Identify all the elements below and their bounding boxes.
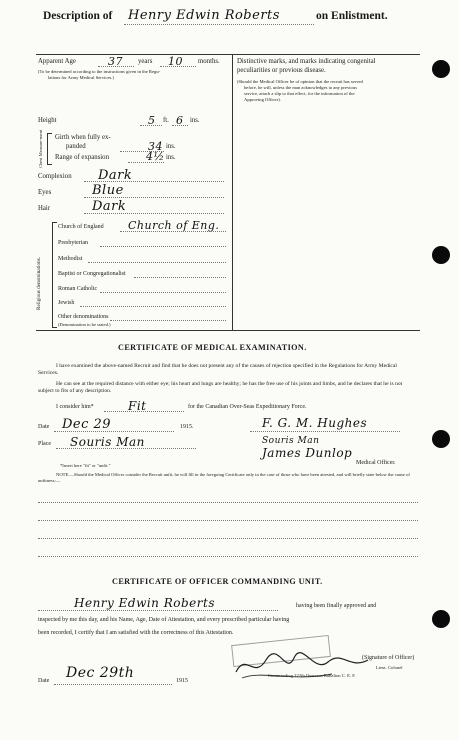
chest-range-unit: ins. <box>166 154 176 161</box>
hair-line <box>84 213 224 214</box>
form-top-rule <box>36 54 420 55</box>
distinctive-note-line2: before, he will, unless the man acknowledges to any previous <box>244 85 357 90</box>
medical-date-year: 1915. <box>180 424 194 430</box>
religion-methodist-line <box>88 262 226 263</box>
height-inches-line <box>172 125 188 126</box>
age-months-label: months. <box>198 58 220 65</box>
medical-date-value: Dec 29 <box>62 417 112 432</box>
age-note-line1: (To be determined according to the instructions given in the Regu- <box>38 69 161 74</box>
height-label: Height <box>38 117 57 124</box>
eyes-line <box>84 197 224 198</box>
eyes-label: Eyes <box>38 189 52 196</box>
religion-side-label: Religious denominations. <box>36 256 42 310</box>
age-years-line <box>98 66 134 67</box>
form-bottom-rule <box>36 330 420 331</box>
medical-para1: I have examined the above-named Recruit and find that he does not present any of the causes of rejection specified in the Regulations for Army Medical Services. <box>38 363 397 377</box>
chest-range-label: Range of expansion <box>55 154 109 161</box>
commanding-date-line <box>54 684 172 685</box>
religion-baptist-line <box>134 277 226 278</box>
medical-signature-place: Souris Man <box>262 436 320 446</box>
consider-line <box>104 411 184 412</box>
commanding-date-label: Date <box>38 678 50 684</box>
age-note-line2: lations for Army Medical Services.) <box>48 75 114 80</box>
eyes-value: Blue <box>92 183 124 198</box>
hair-value: Dark <box>92 199 127 214</box>
age-label: Apparent Age <box>38 58 76 65</box>
medical-para2: He can see at the required distance with either eye; his heart and lungs are healthy; he has the free use of his joints and limbs, and he declares that he is not subject to fits of any description. <box>38 381 403 395</box>
commanding-date-value: Dec 29th <box>66 665 135 681</box>
religion-church-of-england: Church of England <box>58 224 104 230</box>
commanding-name-value: Henry Edwin Roberts <box>74 596 215 610</box>
header-prefix: Description of <box>43 10 113 22</box>
header-suffix: on Enlistment. <box>316 10 388 22</box>
unfit-line-3 <box>38 538 418 539</box>
chest-girth-unit: ins. <box>166 143 176 150</box>
religion-bracket <box>52 222 57 328</box>
religion-baptist: Baptist or Congregationalist <box>58 271 126 277</box>
header-name-line <box>124 24 314 25</box>
stamp-line1: Lieut. Colonel <box>376 665 403 670</box>
height-ins-label: ins. <box>190 117 200 124</box>
punch-hole-middle <box>432 246 450 264</box>
religion-jewish-line <box>80 306 226 307</box>
unfit-line-2 <box>38 520 418 521</box>
complexion-value: Dark <box>98 168 133 183</box>
religion-church-line <box>120 231 226 232</box>
complexion-line <box>84 181 224 182</box>
consider-suffix: for the Canadian Over-Seas Expeditionary Force. <box>188 404 307 410</box>
religion-catholic-line <box>100 292 226 293</box>
religion-methodist: Methodist <box>58 256 83 262</box>
form-divider-vertical <box>232 54 233 330</box>
distinctive-note-line3: service, attach a slip to that effect, for the information of the <box>244 91 355 96</box>
punch-hole-lower <box>432 430 450 448</box>
punch-hole-bottom <box>432 610 450 628</box>
commanding-date-year: 1915 <box>176 678 188 684</box>
distinctive-title-line1: Distinctive marks, and marks indicating congenital <box>237 58 376 65</box>
consider-value: Fit <box>128 399 147 413</box>
stamp-line2: Commanding 222th Overseas Battalion C. E. F. <box>268 673 356 678</box>
religion-presbyterian-line <box>100 246 226 247</box>
chest-bracket <box>47 133 52 165</box>
chest-girth-label1: Girth when fully ex- <box>55 134 111 141</box>
hair-label: Hair <box>38 205 51 212</box>
distinctive-title-line2: peculiarities or previous disease. <box>237 67 326 74</box>
religion-church-value: Church of Eng. <box>128 219 220 232</box>
age-months-line <box>160 66 196 67</box>
medical-date-label: Date <box>38 424 50 430</box>
height-feet-value: 5 <box>148 114 156 127</box>
medical-certificate-title: CERTIFICATE OF MEDICAL EXAMINATION. <box>118 343 307 352</box>
chest-range-value: 4½ <box>146 150 165 163</box>
religion-presbyterian: Presbyterian <box>58 240 88 246</box>
complexion-label: Complexion <box>38 173 72 180</box>
age-months-value: 10 <box>168 55 183 68</box>
medical-place-line <box>56 448 196 449</box>
religion-other-line <box>110 320 226 321</box>
religion-other-note: (Denomination to be stated.) <box>58 322 111 327</box>
commanding-certificate-title: CERTIFICATE OF OFFICER COMMANDING UNIT. <box>112 577 323 586</box>
medical-place-label: Place <box>38 441 51 447</box>
medical-place-value: Souris Man <box>70 435 145 449</box>
officer-signature-scribble <box>232 646 372 686</box>
medical-signature-2: James Dunlop <box>262 446 353 460</box>
religion-roman-catholic: Roman Catholic <box>58 286 98 292</box>
distinctive-note-line1: (Should the Medical Officer be of opinion that the recruit has served <box>237 79 363 84</box>
height-feet-line <box>140 125 162 126</box>
chest-range-line <box>128 162 164 163</box>
chest-girth-label2: panded <box>66 143 86 150</box>
chest-girth-value: 34 <box>148 140 163 153</box>
height-ft-label: ft. <box>163 117 169 124</box>
commanding-name-line <box>38 610 278 611</box>
commanding-line1-suffix: having been finally approved and <box>296 603 377 609</box>
unfit-line-1 <box>38 502 418 503</box>
unfit-line-4 <box>38 556 418 557</box>
medical-date-line <box>54 431 174 432</box>
punch-hole-top <box>432 60 450 78</box>
height-inches-value: 6 <box>176 114 184 127</box>
recruit-name: Henry Edwin Roberts <box>128 8 280 23</box>
officer-signature-label: (Signature of Officer) <box>362 655 415 661</box>
age-years-value: 37 <box>108 55 123 68</box>
commanding-line2: inspected by me this day, and his Name, Age, Date of Attestation, and every prescribed particular having <box>38 617 290 623</box>
religion-other: Other denominations <box>58 314 109 320</box>
medical-signature-1: F. G. M. Hughes <box>262 416 368 430</box>
commanding-line3: been recorded, I certify that I am satisfied with the correctness of this Attestation. <box>38 630 234 636</box>
distinctive-note-line4: Approving Officer). <box>244 97 281 102</box>
insert-note: *Insert here "fit" or "unfit." <box>60 463 111 468</box>
medical-officer-label: Medical Officer. <box>356 460 396 466</box>
medical-unfit-note: NOTE.—Should the Medical Officer consider the Recruit unfit, he will fill in the foregoing Certificate only in the case of those who have been attested, and will briefly state below the cause of unfitness:— <box>38 472 410 483</box>
religion-jewish: Jewish <box>58 300 75 306</box>
consider-prefix: I consider him* <box>56 404 94 410</box>
age-years-label: years <box>138 58 153 65</box>
medical-signature-line <box>250 431 400 432</box>
chest-side-label: Chest Measure-ment <box>38 129 43 168</box>
